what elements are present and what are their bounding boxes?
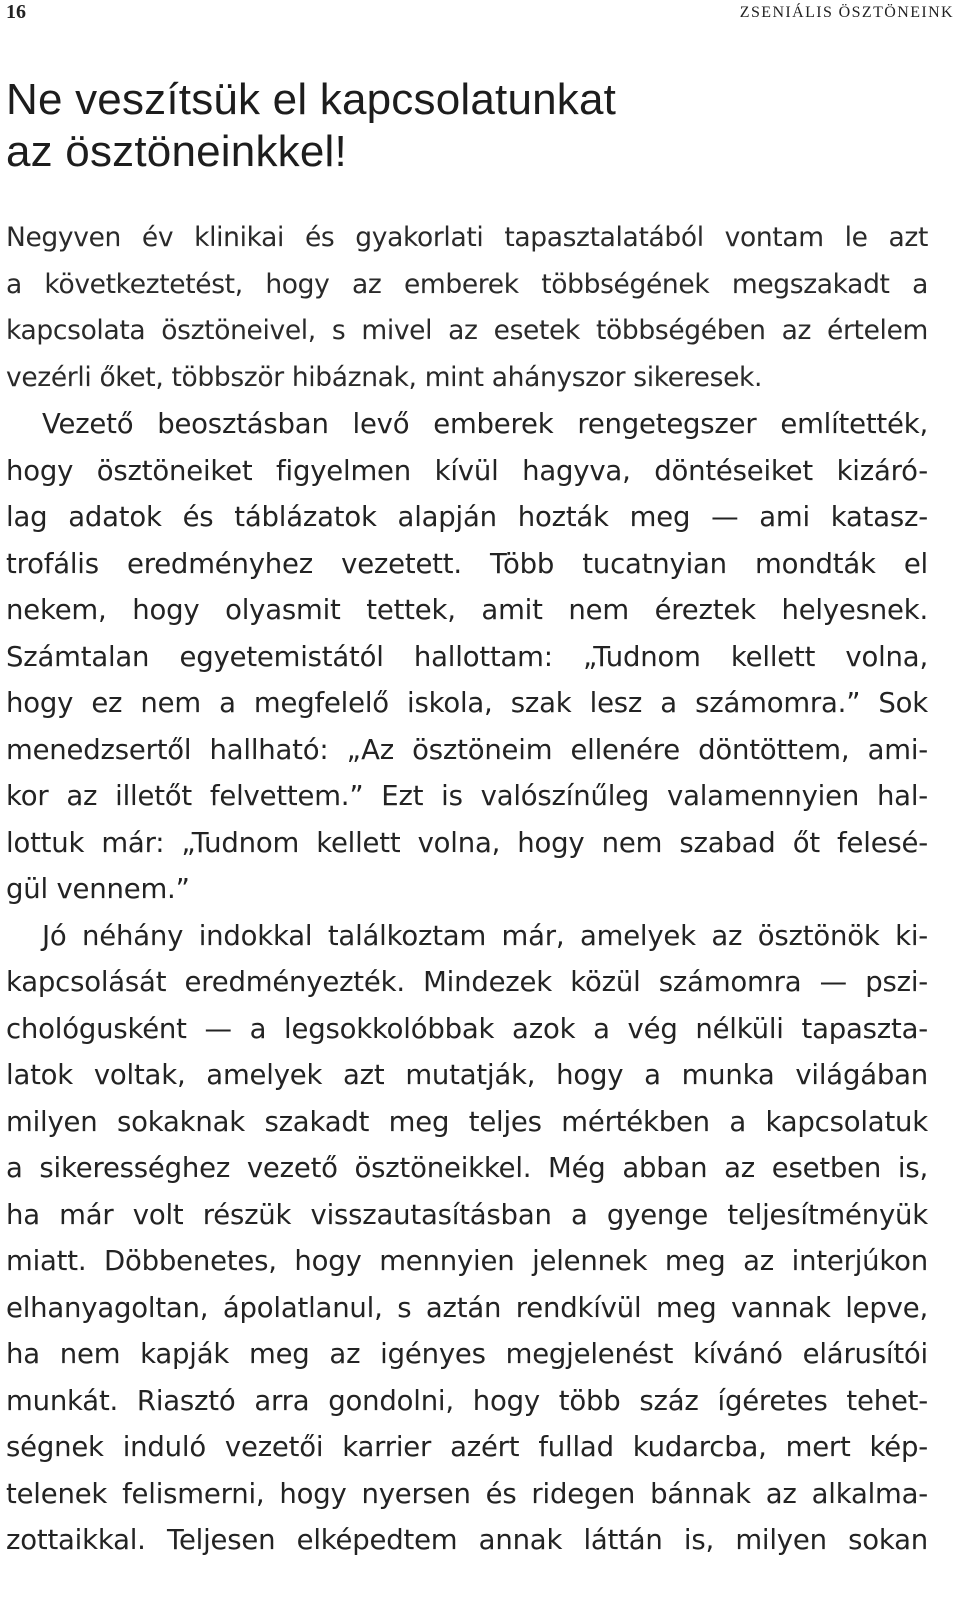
paragraph [6, 215, 928, 401]
chapter-title-line: Ne veszítsük el kapcsolatunkat [6, 75, 617, 124]
text-line: a sikerességhez vezető ösztöneikkel. Még abban az esetben is, [6, 1152, 928, 1184]
running-header [6, 0, 954, 30]
text-line: telenek felismerni, hogy nyersen és ridegen bánnak az alkalma- [6, 1477, 928, 1510]
text-line: hogy ez nem a megfelelő iskola, szak lesz a számomra.” Sok [6, 687, 928, 719]
text-line: ségnek induló vezetői karrier azért fullad kudarcba, mert kép- [6, 1431, 928, 1463]
running-title: ZSENIÁLIS ÖSZTÖNEINK [739, 4, 954, 21]
text-line: chológusként — a legsokkolóbbak azok a vég nélküli tapaszta- [6, 1012, 928, 1045]
text-line: kapcsolata ösztöneivel, s mivel az esetek többségében az értelem [6, 315, 928, 346]
text-line: hogy ösztöneiket figyelmen kívül hagyva, döntéseiket kizáró- [6, 454, 928, 487]
paragraph [6, 913, 928, 1564]
text-line: trofális eredményhez vezetett. Több tucatnyian mondták el [6, 547, 928, 580]
text-line: Jó néhány indokkal találkoztam már, amelyek az ösztönök ki- [42, 919, 928, 952]
text-line: elhanyagoltan, ápolatlanul, s aztán rendkívül meg vannak lepve, [6, 1291, 928, 1324]
text-line: lag adatok és táblázatok alapján hozták meg — ami katasz- [6, 501, 928, 533]
text-line: lottuk már: „Tudnom kellett volna, hogy nem szabad őt felesé- [6, 826, 928, 859]
body-text [6, 215, 928, 1564]
text-line: Számtalan egyetemistától hallottam: „Tudnom kellett volna, [6, 640, 928, 673]
text-line: milyen sokaknak szakadt meg teljes mértékben a kapcsolatuk [6, 1105, 928, 1138]
text-line: kapcsolását eredményezték. Mindezek közül számomra — pszi- [6, 966, 928, 998]
text-line: kor az illetőt felvettem.” Ezt is valószínűleg valamennyien hal- [6, 780, 928, 812]
text-line: a következtetést, hogy az emberek többségének megszakadt a [6, 268, 928, 300]
text-line: gül vennem.” [6, 873, 190, 905]
text-line: nekem, hogy olyasmit tettek, amit nem éreztek helyesnek. [6, 594, 928, 626]
text-line: latok voltak, amelyek azt mutatják, hogy a munka világában [6, 1059, 928, 1091]
text-line: vezérli őket, többször hibáznak, mint ahányszor sikeresek. [6, 361, 763, 393]
text-line: Vezető beosztásban levő emberek rengetegszer említették, [42, 408, 928, 440]
text-line: munkát. Riasztó arra gondolni, hogy több száz ígéretes tehet- [6, 1384, 928, 1417]
chapter-title [6, 74, 906, 178]
text-line: zottaikkal. Teljesen elképedtem annak láttán is, milyen sokan [6, 1524, 928, 1556]
paragraph [6, 401, 928, 913]
text-line: menedzsertől hallható: „Az ösztöneim ellenére döntöttem, ami- [6, 733, 928, 766]
text-line: ha nem kapják meg az igényes megjelenést kívánó elárusítói [6, 1338, 928, 1370]
text-line: ha már volt részük visszautasításban a gyenge teljesítményük [6, 1198, 928, 1231]
text-line: miatt. Döbbenetes, hogy mennyien jelennek meg az interjúkon [6, 1245, 928, 1277]
text-line: Negyven év klinikai és gyakorlati tapasztalatából vontam le azt [6, 222, 928, 253]
chapter-title-line: az ösztöneinkkel! [6, 127, 347, 176]
page-number: 16 [6, 1, 26, 23]
